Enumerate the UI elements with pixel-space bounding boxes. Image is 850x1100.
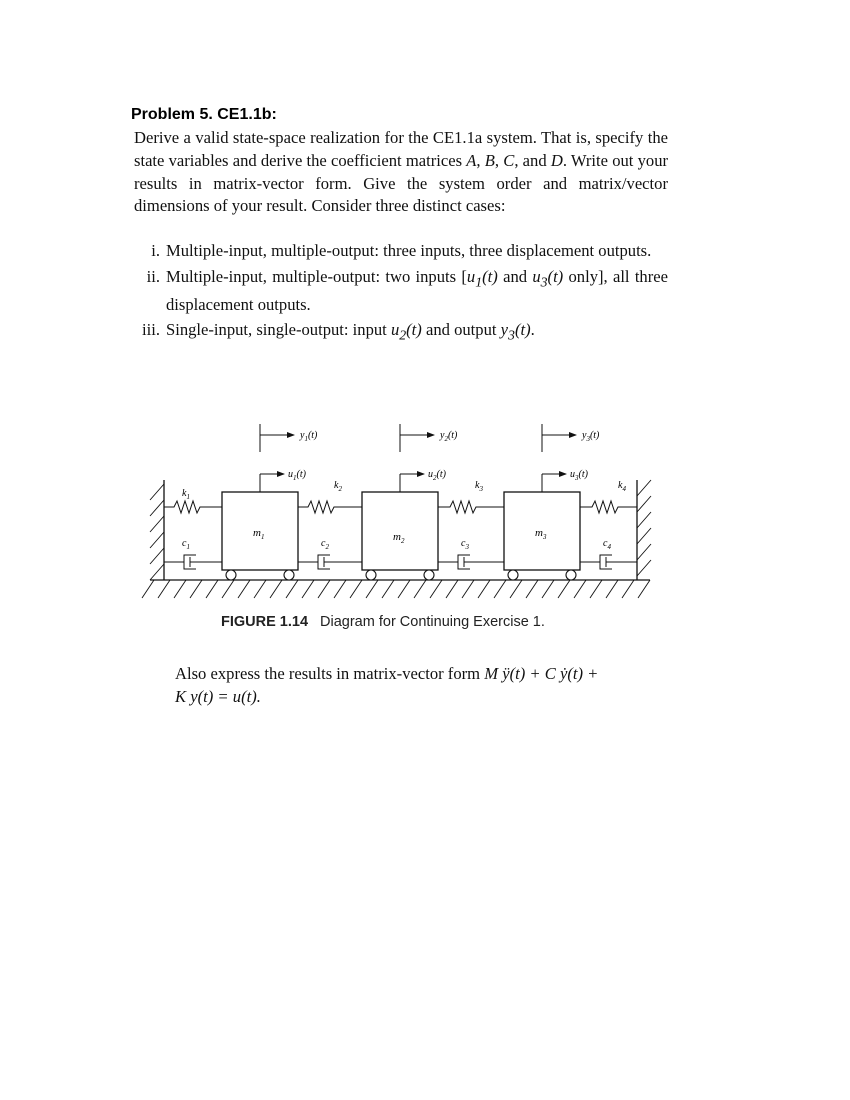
damper-label: $c_1$ — [182, 538, 190, 551]
symbol: u — [390, 320, 400, 340]
symbol-u1 — [466, 266, 498, 289]
case-text-part: only], all three displacement outputs. — [166, 266, 668, 314]
mass-label: $m_3$ — [535, 527, 547, 541]
mass-label: $m_1$ — [253, 527, 265, 541]
matrix-k: K — [175, 687, 187, 706]
displacement-arrow — [260, 424, 294, 452]
case-item — [134, 240, 668, 263]
subscript: 3 — [508, 327, 515, 343]
displacement-arrow — [400, 424, 434, 452]
case-text — [166, 319, 668, 347]
figure-caption-label: FIGURE 1.14 — [221, 614, 309, 630]
spring — [298, 501, 362, 513]
damper-label: $c_2$ — [321, 538, 329, 551]
subscript: 1 — [475, 273, 483, 289]
argument: (t) — [482, 266, 498, 286]
damper — [580, 555, 637, 569]
case-text: Multiple-input, multiple-output: three inputs, three displacement outputs. — [166, 241, 652, 260]
problem-heading: Problem 5. CE1.1b: — [131, 106, 277, 123]
symbol-y3 — [500, 320, 531, 343]
matrix-d: D — [550, 150, 563, 170]
intro-text-1: Derive a valid state-space realization for the CE1.1a system. That is, specify the state variables and derive the coefficient matrices — [134, 128, 668, 170]
input-label: $u_1(t)$ — [288, 469, 306, 482]
also-express-paragraph — [175, 662, 705, 708]
output-label: $y_3(t)$ — [582, 430, 600, 443]
symbol-u2 — [390, 320, 422, 343]
output-label: $y_2(t)$ — [440, 430, 458, 443]
subscript: 2 — [399, 327, 407, 343]
spring — [580, 501, 637, 513]
damper-label: $c_4$ — [603, 538, 611, 551]
y-dot: ẏ — [559, 664, 568, 683]
equation-part: (t) = — [197, 687, 233, 706]
input-force-arrow — [400, 474, 424, 492]
right-wall — [637, 480, 651, 580]
y-double-dot: ÿ — [502, 664, 510, 683]
case-item — [134, 266, 668, 317]
output-label: $y_1(t)$ — [300, 430, 318, 443]
symbol: y — [500, 320, 509, 340]
input-label: $u_2(t)$ — [428, 469, 446, 482]
matrix-c: C — [503, 150, 515, 170]
mass-block — [504, 492, 580, 580]
case-number: i. — [151, 241, 160, 260]
damper — [298, 555, 362, 569]
subscript: 3 — [540, 273, 548, 289]
matrix-m: M — [484, 664, 499, 683]
damper-label: $c_3$ — [461, 538, 469, 551]
y-symbol: y — [190, 687, 198, 706]
equation-part: (t). — [241, 687, 261, 706]
case-text-part: Single-input, single-output: input — [166, 320, 391, 340]
equation-part: (t) + — [567, 664, 599, 683]
spring-label: $k_2$ — [334, 480, 342, 493]
ground — [142, 580, 650, 598]
argument: (t) — [547, 266, 564, 286]
spring-label: $k_4$ — [618, 480, 626, 493]
argument: (t) — [406, 320, 422, 340]
matrix-a: A — [466, 150, 477, 170]
spring — [164, 501, 222, 513]
matrix-c-damping: C — [544, 664, 556, 683]
damper — [164, 555, 222, 569]
case-text — [166, 266, 668, 317]
mass-label: $m_2$ — [393, 531, 405, 545]
mass-block — [362, 492, 438, 580]
input-label: $u_3(t)$ — [570, 469, 588, 482]
equation-part: (t) + — [509, 664, 545, 683]
figure-caption-text: Diagram for Continuing Exercise 1. — [320, 614, 545, 630]
input-force-arrow — [260, 474, 284, 492]
case-text-part: . — [530, 320, 535, 340]
input-force-arrow — [542, 474, 566, 492]
damper — [438, 555, 504, 569]
case-text-part: and — [497, 266, 533, 286]
matrix-b: B — [484, 150, 495, 170]
u-symbol: u — [232, 687, 242, 706]
figure-caption — [221, 614, 545, 630]
symbol: u — [466, 266, 476, 286]
mass-spring-damper-diagram — [140, 400, 670, 610]
case-number: iii. — [142, 320, 160, 340]
argument: (t) — [514, 320, 531, 340]
also-text: Also express the results in matrix-vector form — [175, 664, 485, 683]
spring-label: $k_3$ — [475, 480, 483, 493]
case-number: ii. — [146, 266, 160, 286]
intro-text-2: . Write out your results in matrix-vector form. Give the system order and matrix/vector dimensions of your result. Consider three distinct cases: — [134, 150, 669, 216]
left-wall — [150, 480, 164, 580]
symbol: u — [532, 266, 541, 286]
displacement-arrow — [542, 424, 576, 452]
problem-intro: Derive a valid state-space realization for the CE1.1a system. That is, specify the state variables and derive the coefficient matrices A, B, C, and D. Write out your results in matrix-vector form. Give the system order and matrix/vector dimensions of your result. Consider three distinct cases: — [134, 128, 669, 216]
case-text-part: Multiple-input, multiple-output: two inputs [ — [166, 266, 467, 286]
spring-label: $k_1$ — [182, 488, 190, 501]
symbol-u3 — [532, 266, 564, 289]
spring — [438, 501, 504, 513]
case-item — [134, 319, 668, 347]
case-text-part: and output — [421, 320, 501, 340]
case-list — [134, 240, 668, 350]
mass-block — [222, 492, 298, 580]
